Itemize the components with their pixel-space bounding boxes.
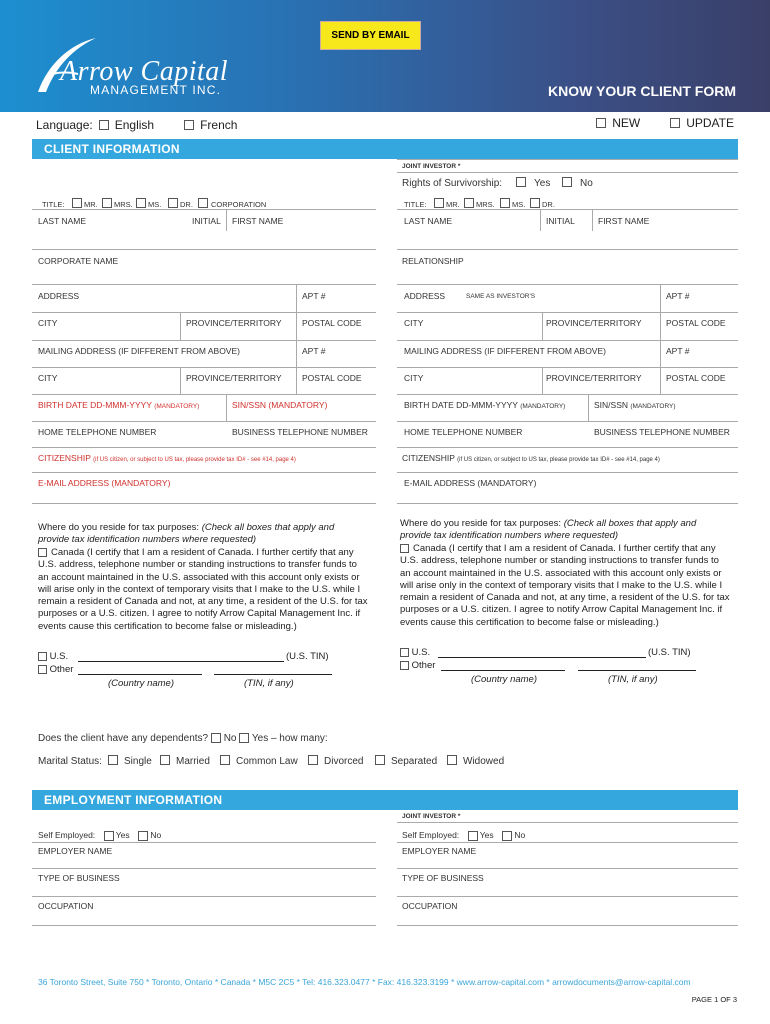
french-checkbox[interactable] — [184, 120, 194, 130]
title-label: TITLE: — [42, 200, 65, 209]
logo-subtitle: MANAGEMENT INC. — [90, 83, 222, 97]
joint-occupation-label: OCCUPATION — [402, 901, 458, 911]
title-dr-checkbox[interactable] — [168, 198, 178, 208]
self-employed-no-checkbox[interactable] — [138, 831, 148, 841]
survivorship-yes-label: Yes — [534, 178, 551, 189]
survivorship-no-label: No — [580, 178, 593, 189]
joint-mailing-province-label: PROVINCE/TERRITORY — [546, 373, 642, 383]
joint-self-employed-yes-checkbox[interactable] — [468, 831, 478, 841]
joint-investor-label: JOINT INVESTOR * — [402, 163, 461, 170]
employment-joint-investor-label: JOINT INVESTOR * — [402, 813, 461, 820]
mailing-apt-label: APT # — [302, 346, 326, 356]
joint-title-ms-label: MS. — [512, 200, 526, 209]
joint-mailing-postal-label: POSTAL CODE — [666, 373, 726, 383]
last-name-label: LAST NAME — [38, 216, 87, 226]
joint-first-name-label: FIRST NAME — [598, 216, 650, 226]
joint-us-checkbox[interactable] — [400, 648, 409, 657]
joint-title-mrs-label: MRS. — [476, 200, 495, 209]
joint-tax-question: Where do you reside for tax purposes: (Check all boxes that apply and provide tax identification numbers where requested) — [400, 518, 697, 542]
joint-title-dr-checkbox[interactable] — [530, 198, 540, 208]
address-label: ADDRESS — [38, 291, 80, 301]
marital-married-label: Married — [176, 756, 210, 767]
joint-address-label: ADDRESS — [404, 291, 446, 301]
employment-information-bar: EMPLOYMENT INFORMATION — [32, 790, 738, 810]
joint-initial-label: INITIAL — [546, 216, 575, 226]
dependents-no-checkbox[interactable] — [211, 733, 221, 743]
status-row — [596, 116, 734, 130]
joint-title-dr-label: DR. — [542, 200, 555, 209]
title-dr-label: DR. — [180, 200, 193, 209]
us-tin-label: (U.S. TIN) — [286, 651, 329, 662]
canada-certification: Canada (I certify that I am a resident of Canada. I further certify that any U.S. address, telephone number or standing instructions to transfer funds to an account maintained in the U.S. associated with this account only exists or will arise only in the context of temporary visits that I make to the U.S. while I remain a resident of Canada and not, at any time, a resident of the U.S. for tax purposes or a U.S. citizen. I agree to notify Arrow Capital Management Inc. if events cause this certification to become false or misleading.) — [38, 547, 368, 632]
joint-title-mr-checkbox[interactable] — [434, 198, 444, 208]
us-checkbox[interactable] — [38, 652, 47, 661]
joint-apt-label: APT # — [666, 291, 690, 301]
corporation-label: CORPORATION — [211, 200, 267, 209]
marital-single-checkbox[interactable] — [108, 755, 118, 765]
joint-us-row: U.S. — [400, 647, 430, 659]
new-checkbox[interactable] — [596, 118, 606, 128]
title-mr-label: MR. — [84, 200, 98, 209]
logo-name: Arrow Capital — [60, 56, 229, 87]
title-ms-checkbox[interactable] — [136, 198, 146, 208]
mailing-province-label: PROVINCE/TERRITORY — [186, 373, 282, 383]
joint-last-name-label: LAST NAME — [404, 216, 453, 226]
other-checkbox[interactable] — [38, 665, 47, 674]
marital-separated-checkbox[interactable] — [375, 755, 385, 765]
mailing-postal-label: POSTAL CODE — [302, 373, 362, 383]
self-employed-yes-checkbox[interactable] — [104, 831, 114, 841]
home-phone-label: HOME TELEPHONE NUMBER — [38, 427, 157, 437]
send-by-email-button[interactable]: SEND BY EMAIL — [320, 21, 421, 50]
country-name-caption: (Country name) — [108, 678, 174, 689]
joint-home-phone-label: HOME TELEPHONE NUMBER — [404, 427, 523, 437]
marital-single-label: Single — [124, 756, 152, 767]
email-label: E-MAIL ADDRESS (MANDATORY) — [38, 478, 171, 488]
sin-label: SIN/SSN (MANDATORY) — [232, 400, 328, 410]
other-row: Other — [38, 664, 73, 676]
joint-mailing-address-label: MAILING ADDRESS (IF DIFFERENT FROM ABOVE) — [404, 346, 606, 356]
joint-province-label: PROVINCE/TERRITORY — [546, 318, 642, 328]
initial-label: INITIAL — [192, 216, 221, 226]
mailing-city-label: CITY — [38, 373, 58, 383]
footer-contact: 36 Toronto Street, Suite 750 * Toronto, Ontario * Canada * M5C 2C5 * Tel: 416.323.0477 * Fax: 416.323.3199 * www.arrow-capital.com * arrowdocuments@arrow-capital.com — [38, 977, 691, 987]
business-phone-label: BUSINESS TELEPHONE NUMBER — [232, 427, 368, 437]
form-title: KNOW YOUR CLIENT FORM — [548, 83, 736, 99]
title-mrs-checkbox[interactable] — [102, 198, 112, 208]
english-label: English — [114, 118, 155, 132]
relationship-label: RELATIONSHIP — [402, 256, 464, 266]
postal-label: POSTAL CODE — [302, 318, 362, 328]
joint-birth-date-label: BIRTH DATE DD-MMM-YYYY (MANDATORY) — [404, 400, 566, 410]
new-label: NEW — [612, 116, 641, 130]
survivorship-label: Rights of Survivorship: — [402, 178, 503, 189]
page-number: PAGE 1 OF 3 — [691, 995, 737, 1004]
birth-date-label: BIRTH DATE DD-MMM-YYYY (MANDATORY) — [38, 400, 200, 410]
joint-other-checkbox[interactable] — [400, 661, 409, 670]
business-type-label: TYPE OF BUSINESS — [38, 873, 120, 883]
title-mr-checkbox[interactable] — [72, 198, 82, 208]
language-label: Language: — [36, 118, 93, 132]
language-row — [36, 118, 237, 132]
survivorship-no-checkbox[interactable] — [562, 177, 572, 187]
joint-canada-certification: Canada (I certify that I am a resident of Canada. I further certify that any U.S. address, telephone number or standing instructions to transfer funds to an account maintained in the U.S. associated with this account only exists or will arise only in the context of temporary visits that I make to the U.S. while I remain a resident of Canada and not, at any time, a resident of the U.S. for tax purposes or a U.S. citizen. I agree to notify Arrow Capital Management Inc. if events cause this certification to become false or misleading.) — [400, 543, 730, 628]
mailing-address-label: MAILING ADDRESS (IF DIFFERENT FROM ABOVE) — [38, 346, 240, 356]
marital-divorced-label: Divorced — [324, 756, 364, 767]
joint-canada-checkbox[interactable] — [400, 544, 409, 553]
corporation-checkbox[interactable] — [198, 198, 208, 208]
first-name-label: FIRST NAME — [232, 216, 284, 226]
joint-title-mr-label: MR. — [446, 200, 460, 209]
joint-title-label: TITLE: — [404, 200, 427, 209]
title-ms-label: MS. — [148, 200, 162, 209]
self-employed-row: Self Employed: Yes No — [38, 830, 162, 840]
title-mrs-label: MRS. — [114, 200, 133, 209]
same-as-investor-label: SAME AS INVESTOR'S — [466, 293, 536, 300]
joint-title-ms-checkbox[interactable] — [500, 198, 510, 208]
corporate-name-label: CORPORATE NAME — [38, 256, 119, 266]
marital-divorced-checkbox[interactable] — [308, 755, 318, 765]
joint-citizenship-label: CITIZENSHIP (if US citizen, or subject to US tax, please provide tax ID# - see #14, page 4) — [402, 453, 660, 463]
marital-married-checkbox[interactable] — [160, 755, 170, 765]
english-checkbox[interactable] — [99, 120, 109, 130]
update-checkbox[interactable] — [670, 118, 680, 128]
joint-mailing-city-label: CITY — [404, 373, 424, 383]
joint-city-label: CITY — [404, 318, 424, 328]
joint-mailing-apt-label: APT # — [666, 346, 690, 356]
survivorship-yes-checkbox[interactable] — [516, 177, 526, 187]
joint-postal-label: POSTAL CODE — [666, 318, 726, 328]
tax-question: Where do you reside for tax purposes: (Check all boxes that apply and provide tax identification numbers where requested) — [38, 522, 335, 546]
joint-other-row: Other — [400, 660, 435, 672]
joint-country-name-caption: (Country name) — [471, 674, 537, 685]
marital-common-law-label: Common Law — [236, 756, 298, 767]
tin-caption: (TIN, if any) — [244, 678, 294, 689]
occupation-label: OCCUPATION — [38, 901, 94, 911]
french-label: French — [200, 118, 238, 132]
joint-tin-caption: (TIN, if any) — [608, 674, 658, 685]
client-information-bar: CLIENT INFORMATION — [32, 139, 738, 159]
joint-business-type-label: TYPE OF BUSINESS — [402, 873, 484, 883]
city-label: CITY — [38, 318, 58, 328]
province-label: PROVINCE/TERRITORY — [186, 318, 282, 328]
joint-email-label: E-MAIL ADDRESS (MANDATORY) — [404, 478, 537, 488]
marital-status-label: Marital Status: — [38, 756, 102, 767]
joint-us-tin-label: (U.S. TIN) — [648, 647, 691, 658]
citizenship-label: CITIZENSHIP (if US citizen, or subject to US tax, please provide tax ID# - see #14, page 4) — [38, 453, 296, 463]
joint-business-phone-label: BUSINESS TELEPHONE NUMBER — [594, 427, 730, 437]
joint-employer-name-label: EMPLOYER NAME — [402, 846, 477, 856]
joint-self-employed-no-checkbox[interactable] — [502, 831, 512, 841]
joint-self-employed-row: Self Employed: Yes No — [402, 830, 526, 840]
marital-separated-label: Separated — [391, 756, 438, 767]
update-label: UPDATE — [686, 116, 734, 130]
us-row: U.S. — [38, 651, 68, 663]
marital-common-law-checkbox[interactable] — [220, 755, 230, 765]
joint-sin-label: SIN/SSN (MANDATORY) — [594, 400, 676, 410]
employer-name-label: EMPLOYER NAME — [38, 846, 113, 856]
marital-widowed-checkbox[interactable] — [447, 755, 457, 765]
joint-title-mrs-checkbox[interactable] — [464, 198, 474, 208]
apt-label: APT # — [302, 291, 326, 301]
canada-checkbox[interactable] — [38, 548, 47, 557]
dependents-row: Does the client have any dependents? No Yes – how many: — [38, 733, 328, 744]
header-banner — [0, 0, 770, 112]
marital-widowed-label: Widowed — [463, 756, 505, 767]
dependents-yes-checkbox[interactable] — [239, 733, 249, 743]
